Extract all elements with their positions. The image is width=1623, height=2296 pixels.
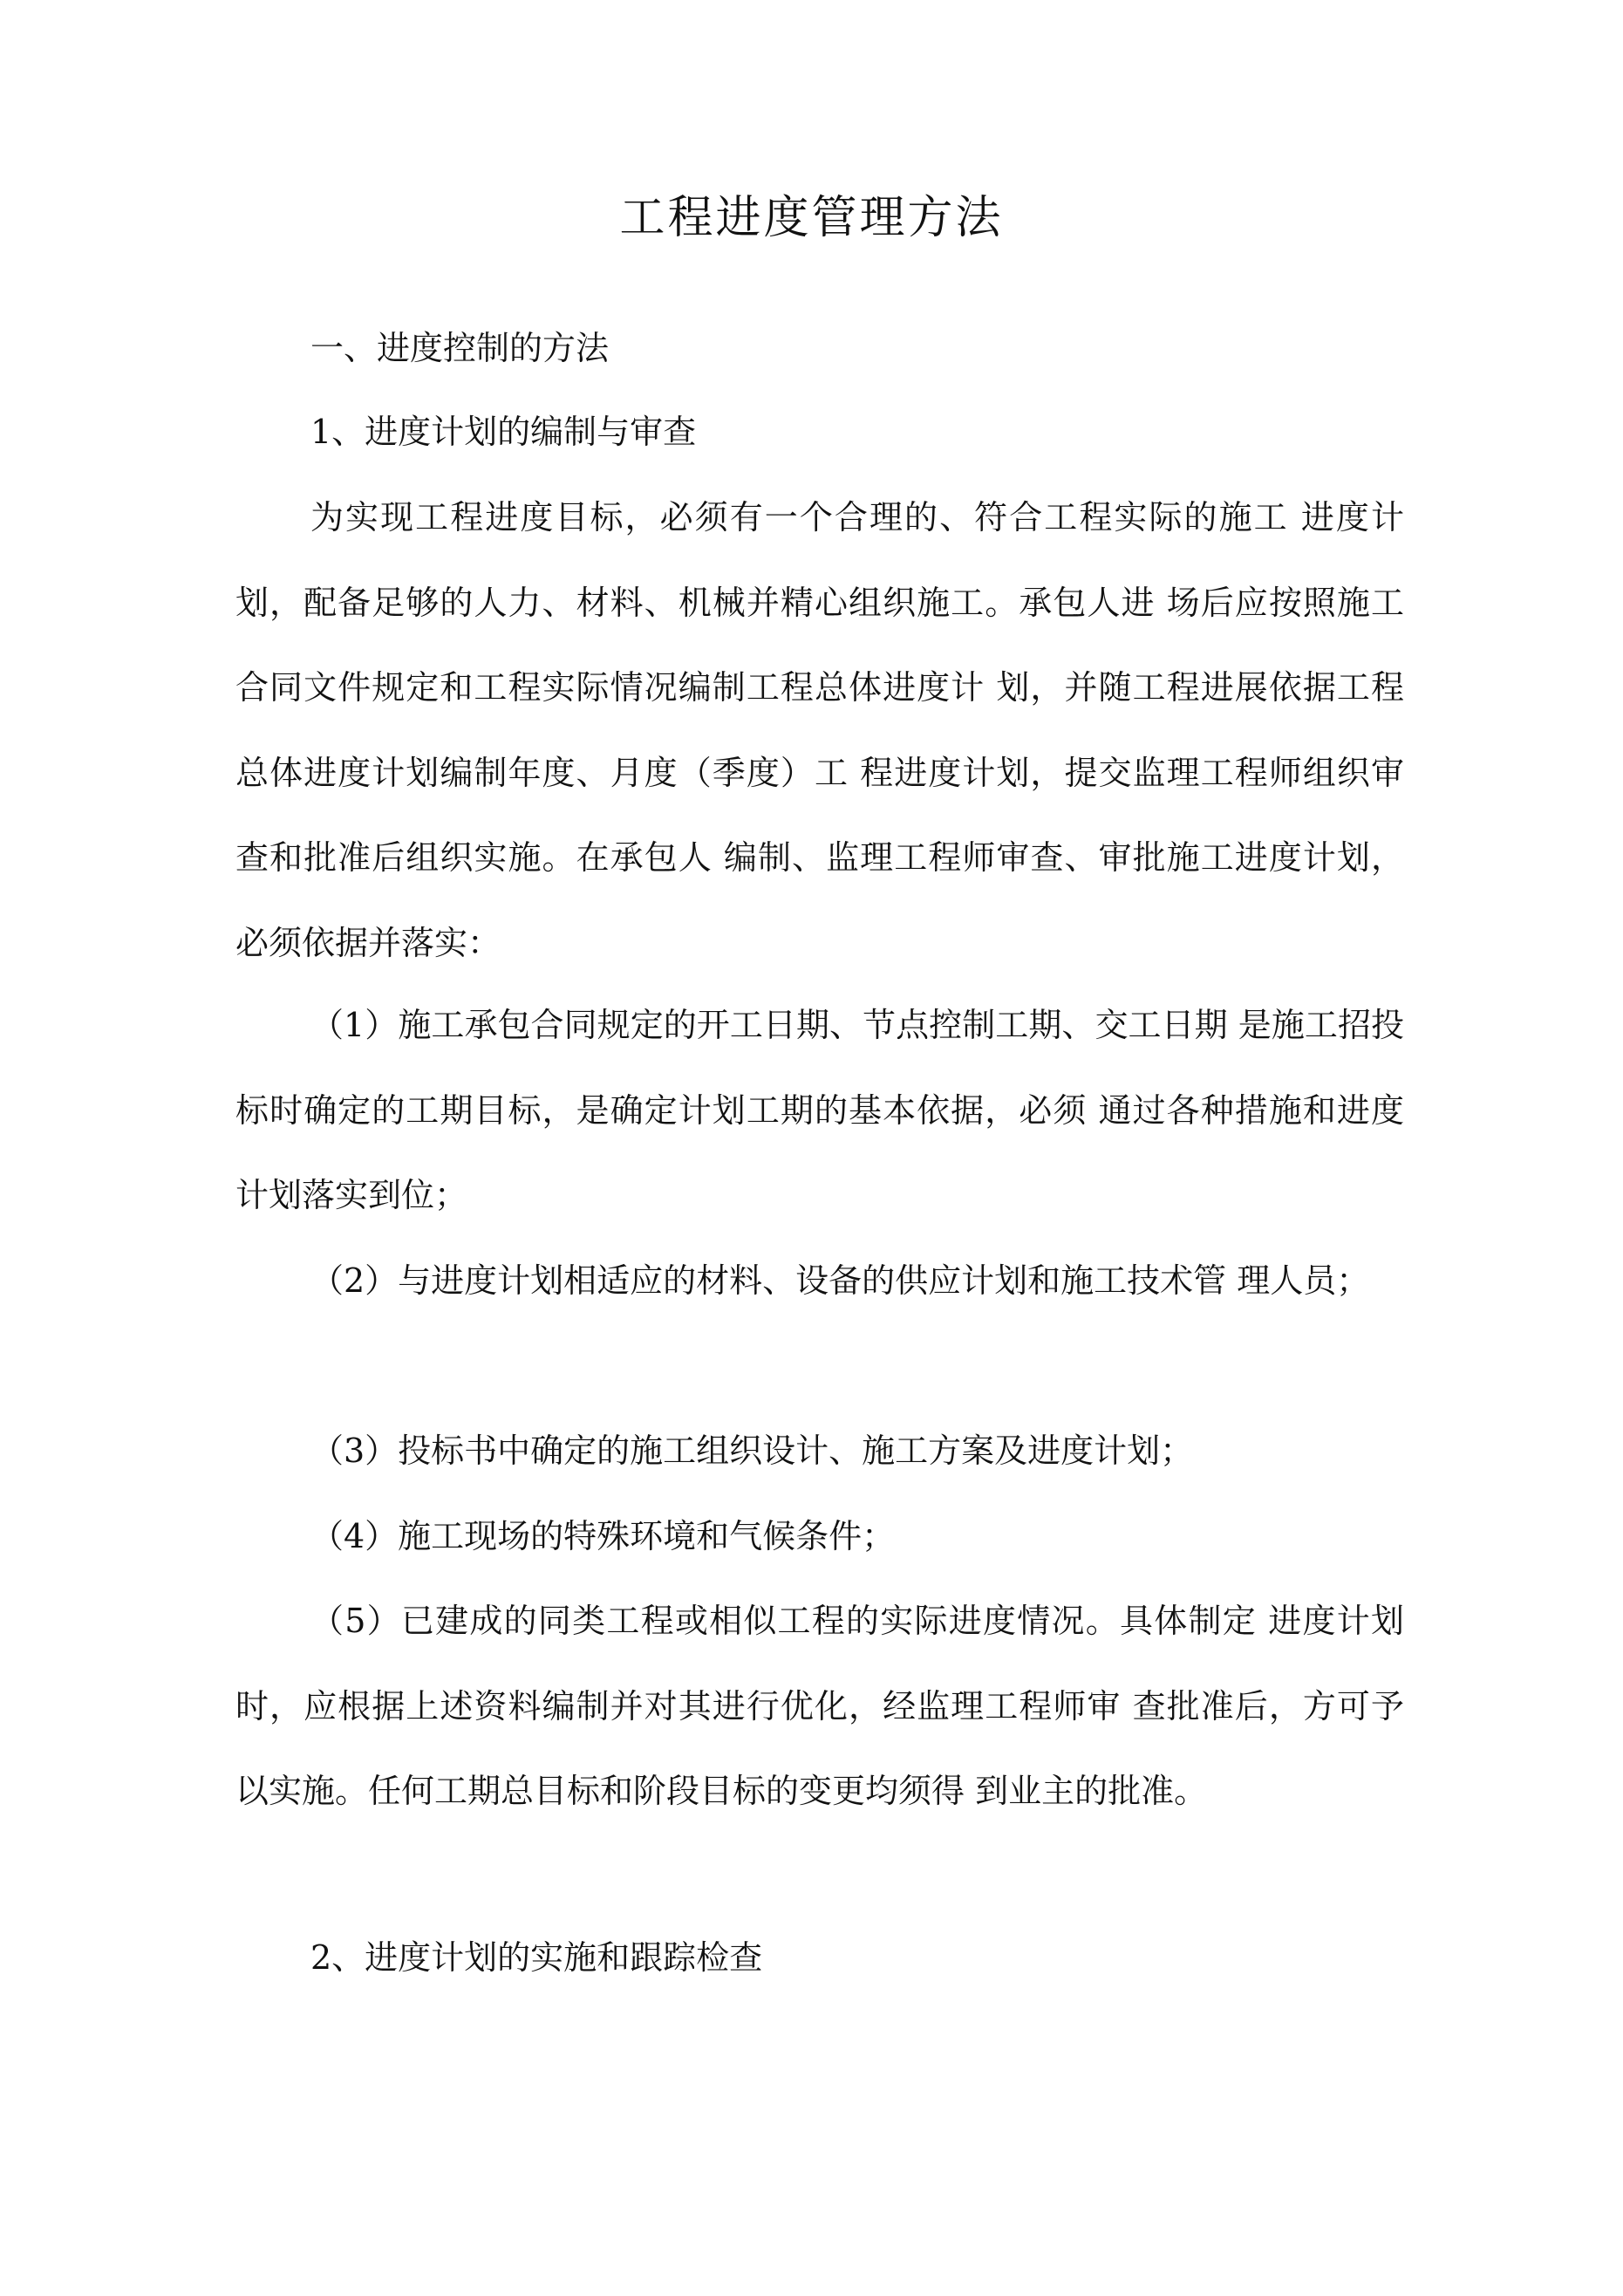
subsection-heading: 2、进度计划的实施和跟踪检查	[310, 1938, 763, 1977]
list-item: （3）投标书中确定的施工组织设计、施工方案及进度计划；	[310, 1432, 1194, 1470]
list-item: （4）施工现场的特殊环境和气候条件；	[310, 1517, 896, 1555]
page-title: 工程进度管理方法	[619, 192, 1004, 244]
body-paragraph: 为实现工程进度目标，必须有一个合理的、符合工程实际的施工 进度计划，配备足够的人力、材料、机械并精心组织施工。承包人进 场后应按照施工合同文件规定和工程实际情况编制工程总体进度计 划，并随工程进展依据工程总体进度计划编制年度、月度（季度）工 程进度计划，提交监理工程师组织审查和批准后组织实施。在承包人 编制、监理工程师审查、审批施工进度计划，必须依据并落实：	[235, 498, 1404, 962]
list-item: （1）施工承包合同规定的开工日期、节点控制工期、交工日期 是施工招投标时确定的工期目标，是确定计划工期的基本依据，必须 通过各种措施和进度计划落实到位；	[235, 1006, 1404, 1214]
subsection-heading: 1、进度计划的编制与审查	[310, 413, 697, 451]
section-heading: 一、进度控制的方法	[310, 329, 610, 367]
list-item: （5）已建成的同类工程或相似工程的实际进度情况。具体制定 进度计划时，应根据上述资料编制并对其进行优化，经监理工程师审 查批准后，方可予以实施。任何工期总目标和阶段目标的变更均须得 到业主的批准。	[235, 1602, 1404, 1810]
list-item: （2）与进度计划相适应的材料、设备的供应计划和施工技术管 理人员；	[310, 1261, 1370, 1300]
